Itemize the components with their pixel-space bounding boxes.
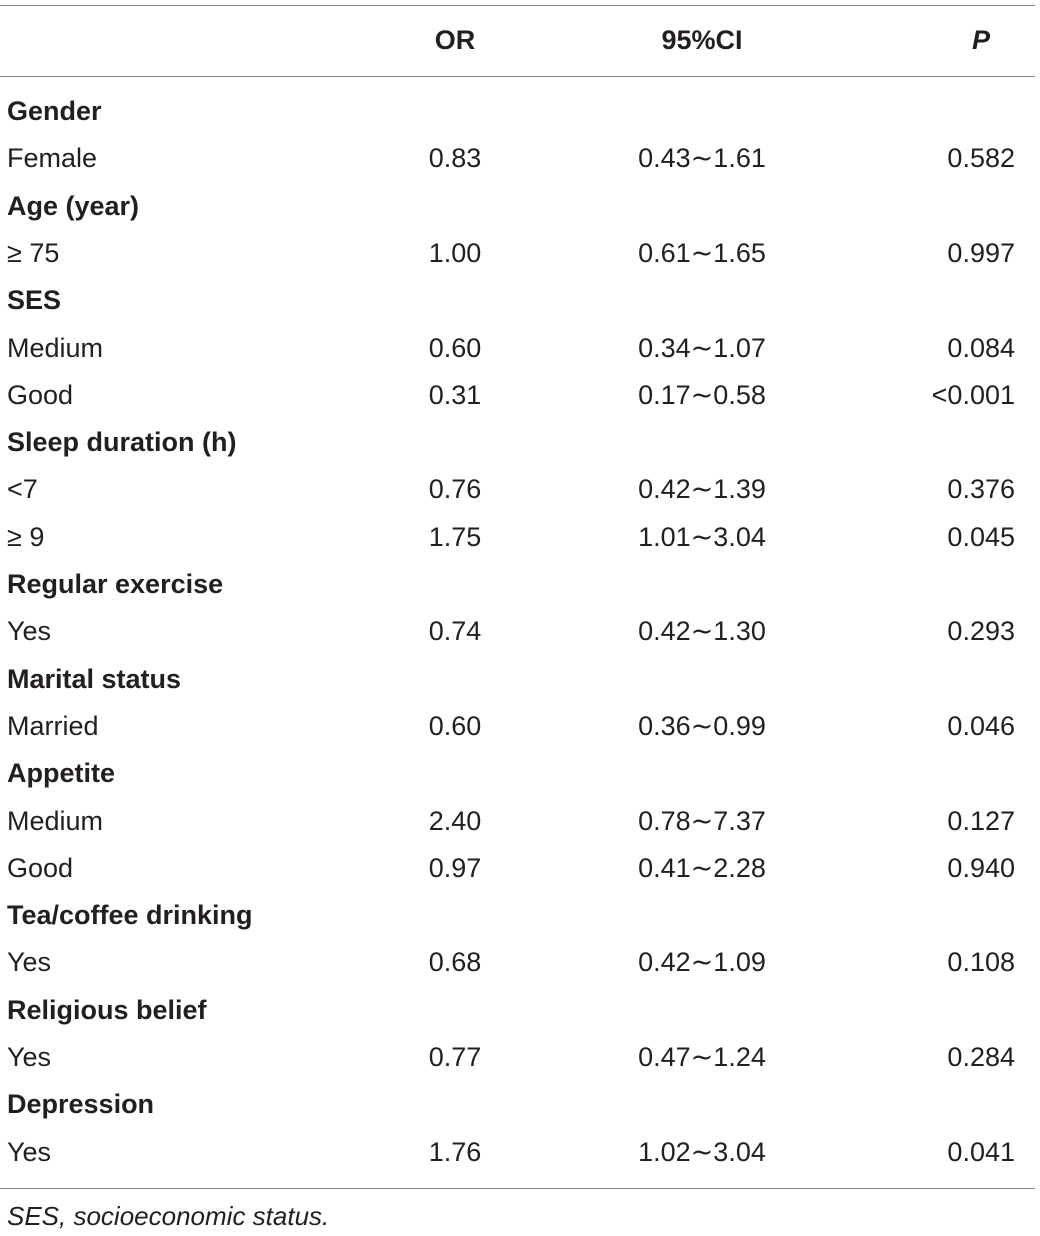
table-row xyxy=(0,135,1040,182)
row-p-value xyxy=(865,1081,1015,1128)
row-label: Married xyxy=(7,710,99,741)
row-label: Appetite xyxy=(7,758,115,789)
row-label: Female xyxy=(7,143,98,174)
row-p-value: 0.284 xyxy=(947,1042,1015,1072)
row-or-value: 0.83 xyxy=(428,143,482,174)
row-ci-value xyxy=(602,750,802,797)
table-row xyxy=(0,1034,1040,1081)
row-ci-value xyxy=(602,88,802,135)
row-ci-value: 0.42∼1.30 xyxy=(638,616,766,647)
row-or-value xyxy=(360,892,550,939)
row-p-value: 0.940 xyxy=(947,852,1015,883)
row-ci-value xyxy=(602,561,802,608)
table-row xyxy=(0,514,1040,561)
row-ci-value: 0.36∼0.99 xyxy=(638,710,766,741)
row-p-value: 0.997 xyxy=(947,237,1015,268)
table-header-rule xyxy=(0,76,1035,77)
row-label: Sleep duration (h) xyxy=(7,427,237,458)
table-group-row xyxy=(0,561,1040,608)
row-p-value: 0.108 xyxy=(947,947,1015,978)
row-ci-value xyxy=(602,277,802,324)
row-or-value xyxy=(360,1081,550,1128)
table-top-rule xyxy=(0,5,1035,6)
row-p-value xyxy=(865,419,1015,466)
header-ci: 95%CI xyxy=(661,25,743,55)
row-ci-value: 0.43∼1.61 xyxy=(638,143,766,174)
table-group-row xyxy=(0,656,1040,703)
row-or-value: 0.74 xyxy=(428,616,482,647)
row-label: ≥ 9 xyxy=(7,521,45,552)
table-footnote: SES, socioeconomic status. xyxy=(7,1201,330,1231)
row-p-value xyxy=(865,987,1015,1034)
table-group-row xyxy=(0,892,1040,939)
row-label: Medium xyxy=(7,805,104,836)
row-ci-value: 1.01∼3.04 xyxy=(638,521,766,552)
row-p-value: 0.045 xyxy=(947,521,1015,552)
table-row xyxy=(0,845,1040,892)
row-or-value: 0.77 xyxy=(428,1042,482,1072)
row-ci-value xyxy=(602,1081,802,1128)
row-or-value: 1.00 xyxy=(428,237,482,268)
row-p-value: 0.046 xyxy=(947,710,1015,741)
row-or-value: 0.97 xyxy=(428,852,482,883)
row-p-value xyxy=(865,183,1015,230)
row-p-value xyxy=(865,561,1015,608)
row-ci-value: 0.41∼2.28 xyxy=(638,852,766,883)
row-ci-value xyxy=(602,892,802,939)
row-p-value: 0.293 xyxy=(947,616,1015,647)
table-group-row xyxy=(0,987,1040,1034)
row-label: Medium xyxy=(7,332,104,363)
row-label: <7 xyxy=(7,474,38,505)
row-or-value xyxy=(360,561,550,608)
row-or-value: 0.76 xyxy=(428,474,482,505)
row-p-value: 0.376 xyxy=(947,474,1015,505)
row-label: Religious belief xyxy=(7,994,207,1025)
table-row xyxy=(0,798,1040,845)
row-or-value xyxy=(360,88,550,135)
table-row xyxy=(0,372,1040,419)
row-label: Marital status xyxy=(7,663,182,694)
row-or-value: 1.75 xyxy=(428,521,482,552)
row-label: Good xyxy=(7,852,74,883)
row-label: Yes xyxy=(7,1042,52,1072)
row-label: Depression xyxy=(7,1089,155,1120)
table-row xyxy=(0,939,1040,986)
row-or-value: 0.60 xyxy=(428,332,482,363)
row-label: Tea/coffee drinking xyxy=(7,900,253,931)
row-or-value xyxy=(360,656,550,703)
row-or-value: 0.68 xyxy=(428,947,482,978)
row-label: Age (year) xyxy=(7,190,140,221)
row-ci-value: 0.42∼1.09 xyxy=(638,947,766,978)
row-or-value xyxy=(360,750,550,797)
row-p-value: 0.127 xyxy=(947,805,1015,836)
row-or-value: 2.40 xyxy=(428,805,482,836)
table-bottom-rule xyxy=(0,1188,1035,1189)
row-label: SES xyxy=(7,285,62,316)
table-group-row xyxy=(0,419,1040,466)
row-or-value xyxy=(360,277,550,324)
header-p: P xyxy=(971,25,990,55)
row-p-value xyxy=(865,892,1015,939)
row-or-value: 1.76 xyxy=(428,1136,482,1167)
row-ci-value: 0.47∼1.24 xyxy=(638,1042,766,1072)
row-p-value xyxy=(865,656,1015,703)
row-ci-value xyxy=(602,419,802,466)
row-or-value xyxy=(360,183,550,230)
row-ci-value: 0.17∼0.58 xyxy=(638,379,766,410)
row-label: Yes xyxy=(7,1136,52,1167)
row-label: ≥ 75 xyxy=(7,237,60,268)
table-row xyxy=(0,466,1040,513)
table-group-row xyxy=(0,88,1040,135)
row-ci-value xyxy=(602,656,802,703)
row-ci-value: 1.02∼3.04 xyxy=(638,1136,766,1167)
table-group-row xyxy=(0,750,1040,797)
row-label: Regular exercise xyxy=(7,569,224,599)
row-p-value xyxy=(865,88,1015,135)
table-row xyxy=(0,608,1040,655)
table-group-row xyxy=(0,183,1040,230)
row-ci-value: 0.78∼7.37 xyxy=(638,805,766,836)
table-row xyxy=(0,703,1040,750)
table-row xyxy=(0,1129,1040,1176)
row-label: Yes xyxy=(7,616,52,647)
table-row xyxy=(0,325,1040,372)
row-ci-value xyxy=(602,183,802,230)
row-p-value: 0.582 xyxy=(947,143,1015,174)
row-p-value xyxy=(865,277,1015,324)
row-p-value: 0.041 xyxy=(947,1136,1015,1167)
row-ci-value: 0.42∼1.39 xyxy=(638,474,766,505)
row-or-value: 0.31 xyxy=(428,379,482,410)
header-or: OR xyxy=(434,25,476,55)
row-p-value xyxy=(865,750,1015,797)
table-group-row xyxy=(0,1081,1040,1128)
row-label: Gender xyxy=(7,96,102,126)
row-ci-value: 0.61∼1.65 xyxy=(638,237,766,268)
row-label: Yes xyxy=(7,947,52,978)
row-p-value: 0.084 xyxy=(947,332,1015,363)
row-or-value xyxy=(360,419,550,466)
row-ci-value xyxy=(602,987,802,1034)
row-or-value: 0.60 xyxy=(428,710,482,741)
table-group-row xyxy=(0,277,1040,324)
row-or-value xyxy=(360,987,550,1034)
row-label: Good xyxy=(7,379,74,410)
row-ci-value: 0.34∼1.07 xyxy=(638,332,766,363)
table-row xyxy=(0,230,1040,277)
table-header-row xyxy=(0,17,1040,64)
row-p-value: <0.001 xyxy=(931,379,1015,410)
